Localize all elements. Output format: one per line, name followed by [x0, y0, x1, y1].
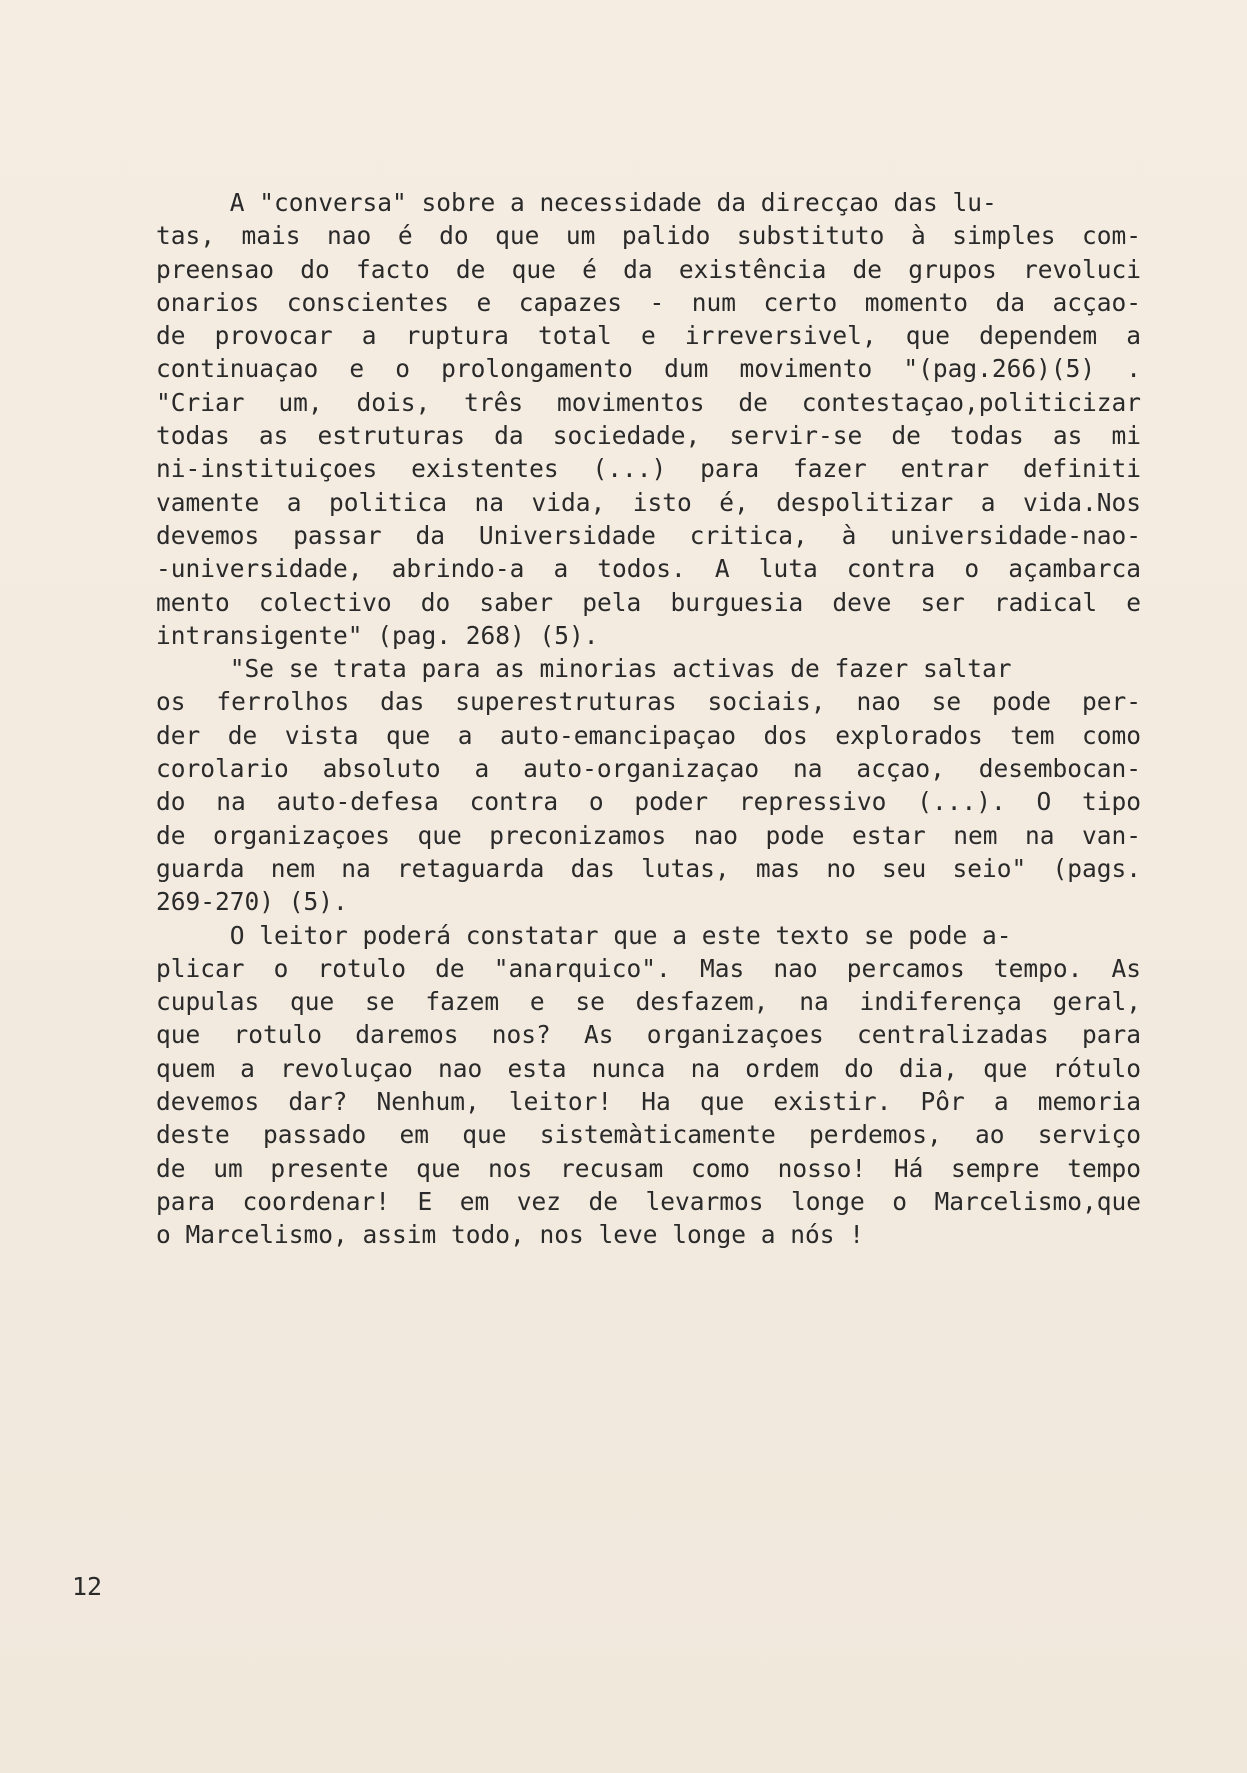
text-line: A "conversa" sobre a necessidade da direcçao das lu- — [156, 188, 997, 217]
text-line: deste passado em que sistemàticamente perdemos, ao serviço — [156, 1120, 1141, 1150]
text-line: "Criar um, dois, três movimentos de contestaçao,politicizar — [156, 387, 1141, 417]
text-line: continuaçao e o prolongamento dum movimento "(pag.266)(5) . — [156, 354, 1141, 384]
text-line: de provocar a ruptura total e irreversivel, que dependem a — [156, 321, 1141, 351]
text-line: que rotulo daremos nos? As organizaçoes centralizadas para — [156, 1020, 1141, 1050]
page-number: 12 — [72, 1572, 103, 1601]
text-line: de organizaçoes que preconizamos nao pode estar nem na van- — [156, 820, 1141, 850]
text-line: 269-270) (5). — [156, 887, 348, 917]
text-line: corolario absoluto a auto-organizaçao na acçao, desembocan- — [156, 754, 1141, 784]
text-line: O leitor poderá constatar que a este texto se pode a- — [156, 920, 1012, 950]
text-line: quem a revoluçao nao esta nunca na ordem do dia, que rótulo — [156, 1053, 1141, 1083]
text-line: der de vista que a auto-emancipaçao dos explorados tem como — [156, 720, 1141, 750]
text-line: devemos passar da Universidade critica, à universidade-nao- — [156, 520, 1141, 550]
text-line: devemos dar? Nenhum, leitor! Ha que existir. Pôr a memoria — [156, 1087, 1141, 1117]
text-line: tas, mais nao é do que um palido substituto à simples com- — [156, 221, 1141, 251]
text-line: intransigente" (pag. 268) (5). — [156, 620, 599, 650]
text-line: do na auto-defesa contra o poder repressivo (...). O tipo — [156, 787, 1141, 817]
text-line: "Se se trata para as minorias activas de fazer saltar — [156, 654, 1012, 684]
text-line: guarda nem na retaguarda das lutas, mas no seu seio" (pags. — [156, 853, 1141, 883]
text-line: cupulas que se fazem e se desfazem, na indiferença geral, — [156, 987, 1141, 1017]
text-line: vamente a politica na vida, isto é, despolitizar a vida.Nos — [156, 487, 1141, 517]
text-line: para coordenar! E em vez de levarmos longe o Marcelismo,que — [156, 1186, 1141, 1216]
body-text — [156, 186, 1141, 1252]
text-line: preensao do facto de que é da existência de grupos revoluci — [156, 254, 1141, 284]
text-line: -universidade, abrindo-a a todos. A luta contra o açambarca — [156, 554, 1141, 584]
text-line: os ferrolhos das superestruturas sociais, nao se pode per- — [156, 687, 1141, 717]
text-line: onarios conscientes e capazes - num certo momento da acçao- — [156, 287, 1141, 317]
text-line: plicar o rotulo de "anarquico". Mas nao percamos tempo. As — [156, 953, 1141, 983]
text-line: mento colectivo do saber pela burguesia deve ser radical e — [156, 587, 1141, 617]
text-line: o Marcelismo, assim todo, nos leve longe a nós ! — [156, 1220, 865, 1250]
text-line: de um presente que nos recusam como nosso! Há sempre tempo — [156, 1153, 1141, 1183]
text-line: todas as estruturas da sociedade, servir-se de todas as mi — [156, 421, 1141, 451]
text-line: ni-instituiçoes existentes (...) para fazer entrar definiti — [156, 454, 1141, 484]
